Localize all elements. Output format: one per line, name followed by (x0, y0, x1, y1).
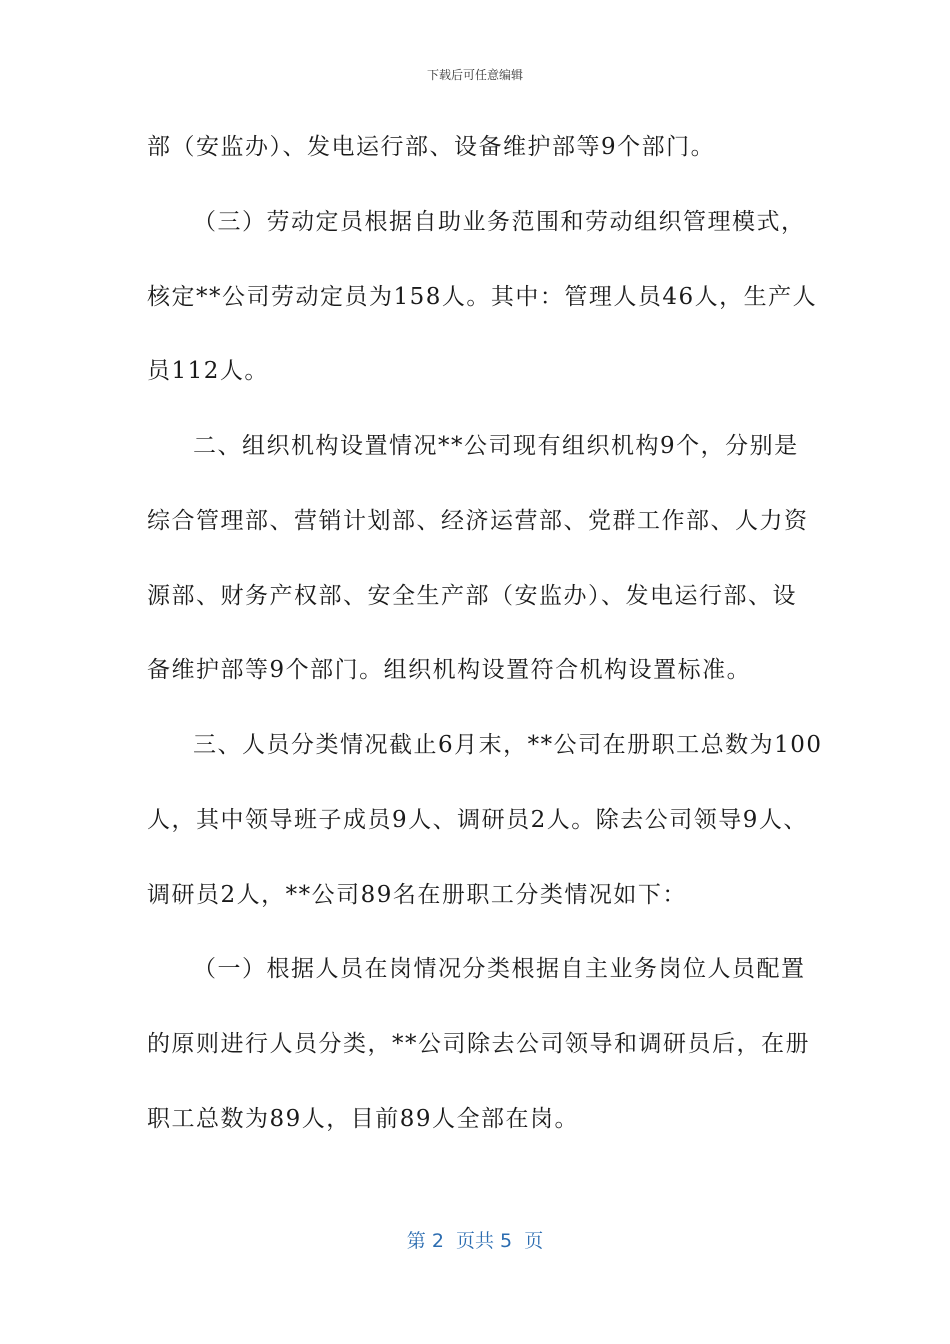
body-line: 部（安监办）、发电运行部、设备维护部等9个部门。 (147, 134, 716, 160)
body-line: 二、组织机构设置情况**公司现有组织机构9个，分别是 (193, 433, 799, 459)
page-number-footer: 第 2 页共 5 页 (406, 1230, 544, 1252)
page-header: 下载后可任意编辑 (426, 68, 523, 82)
body-line: 员112人。 (147, 358, 269, 384)
body-line: （三）劳动定员根据自助业务范围和劳动组织管理模式， (193, 209, 806, 235)
body-line: 三、人员分类情况截止6月末，**公司在册职工总数为100 (193, 732, 823, 758)
body-line: 调研员2人，**公司89名在册职工分类情况如下： (147, 882, 687, 908)
body-line: 综合管理部、营销计划部、经济运营部、党群工作部、人力资 (147, 508, 809, 534)
body-line: 备维护部等9个部门。组织机构设置符合机构设置标准。 (147, 657, 752, 683)
body-line: 核定**公司劳动定员为158人。其中：管理人员46人，生产人 (147, 284, 818, 310)
body-line: 人，其中领导班子成员9人、调研员2人。除去公司领导9人、 (147, 807, 808, 833)
body-line: 职工总数为89人，目前89人全部在岗。 (147, 1106, 580, 1132)
body-line: 源部、财务产权部、安全生产部（安监办）、发电运行部、设 (147, 583, 797, 609)
body-line: （一）根据人员在岗情况分类根据自主业务岗位人员配置 (193, 956, 806, 982)
body-line: 的原则进行人员分类，**公司除去公司领导和调研员后，在册 (147, 1031, 810, 1057)
